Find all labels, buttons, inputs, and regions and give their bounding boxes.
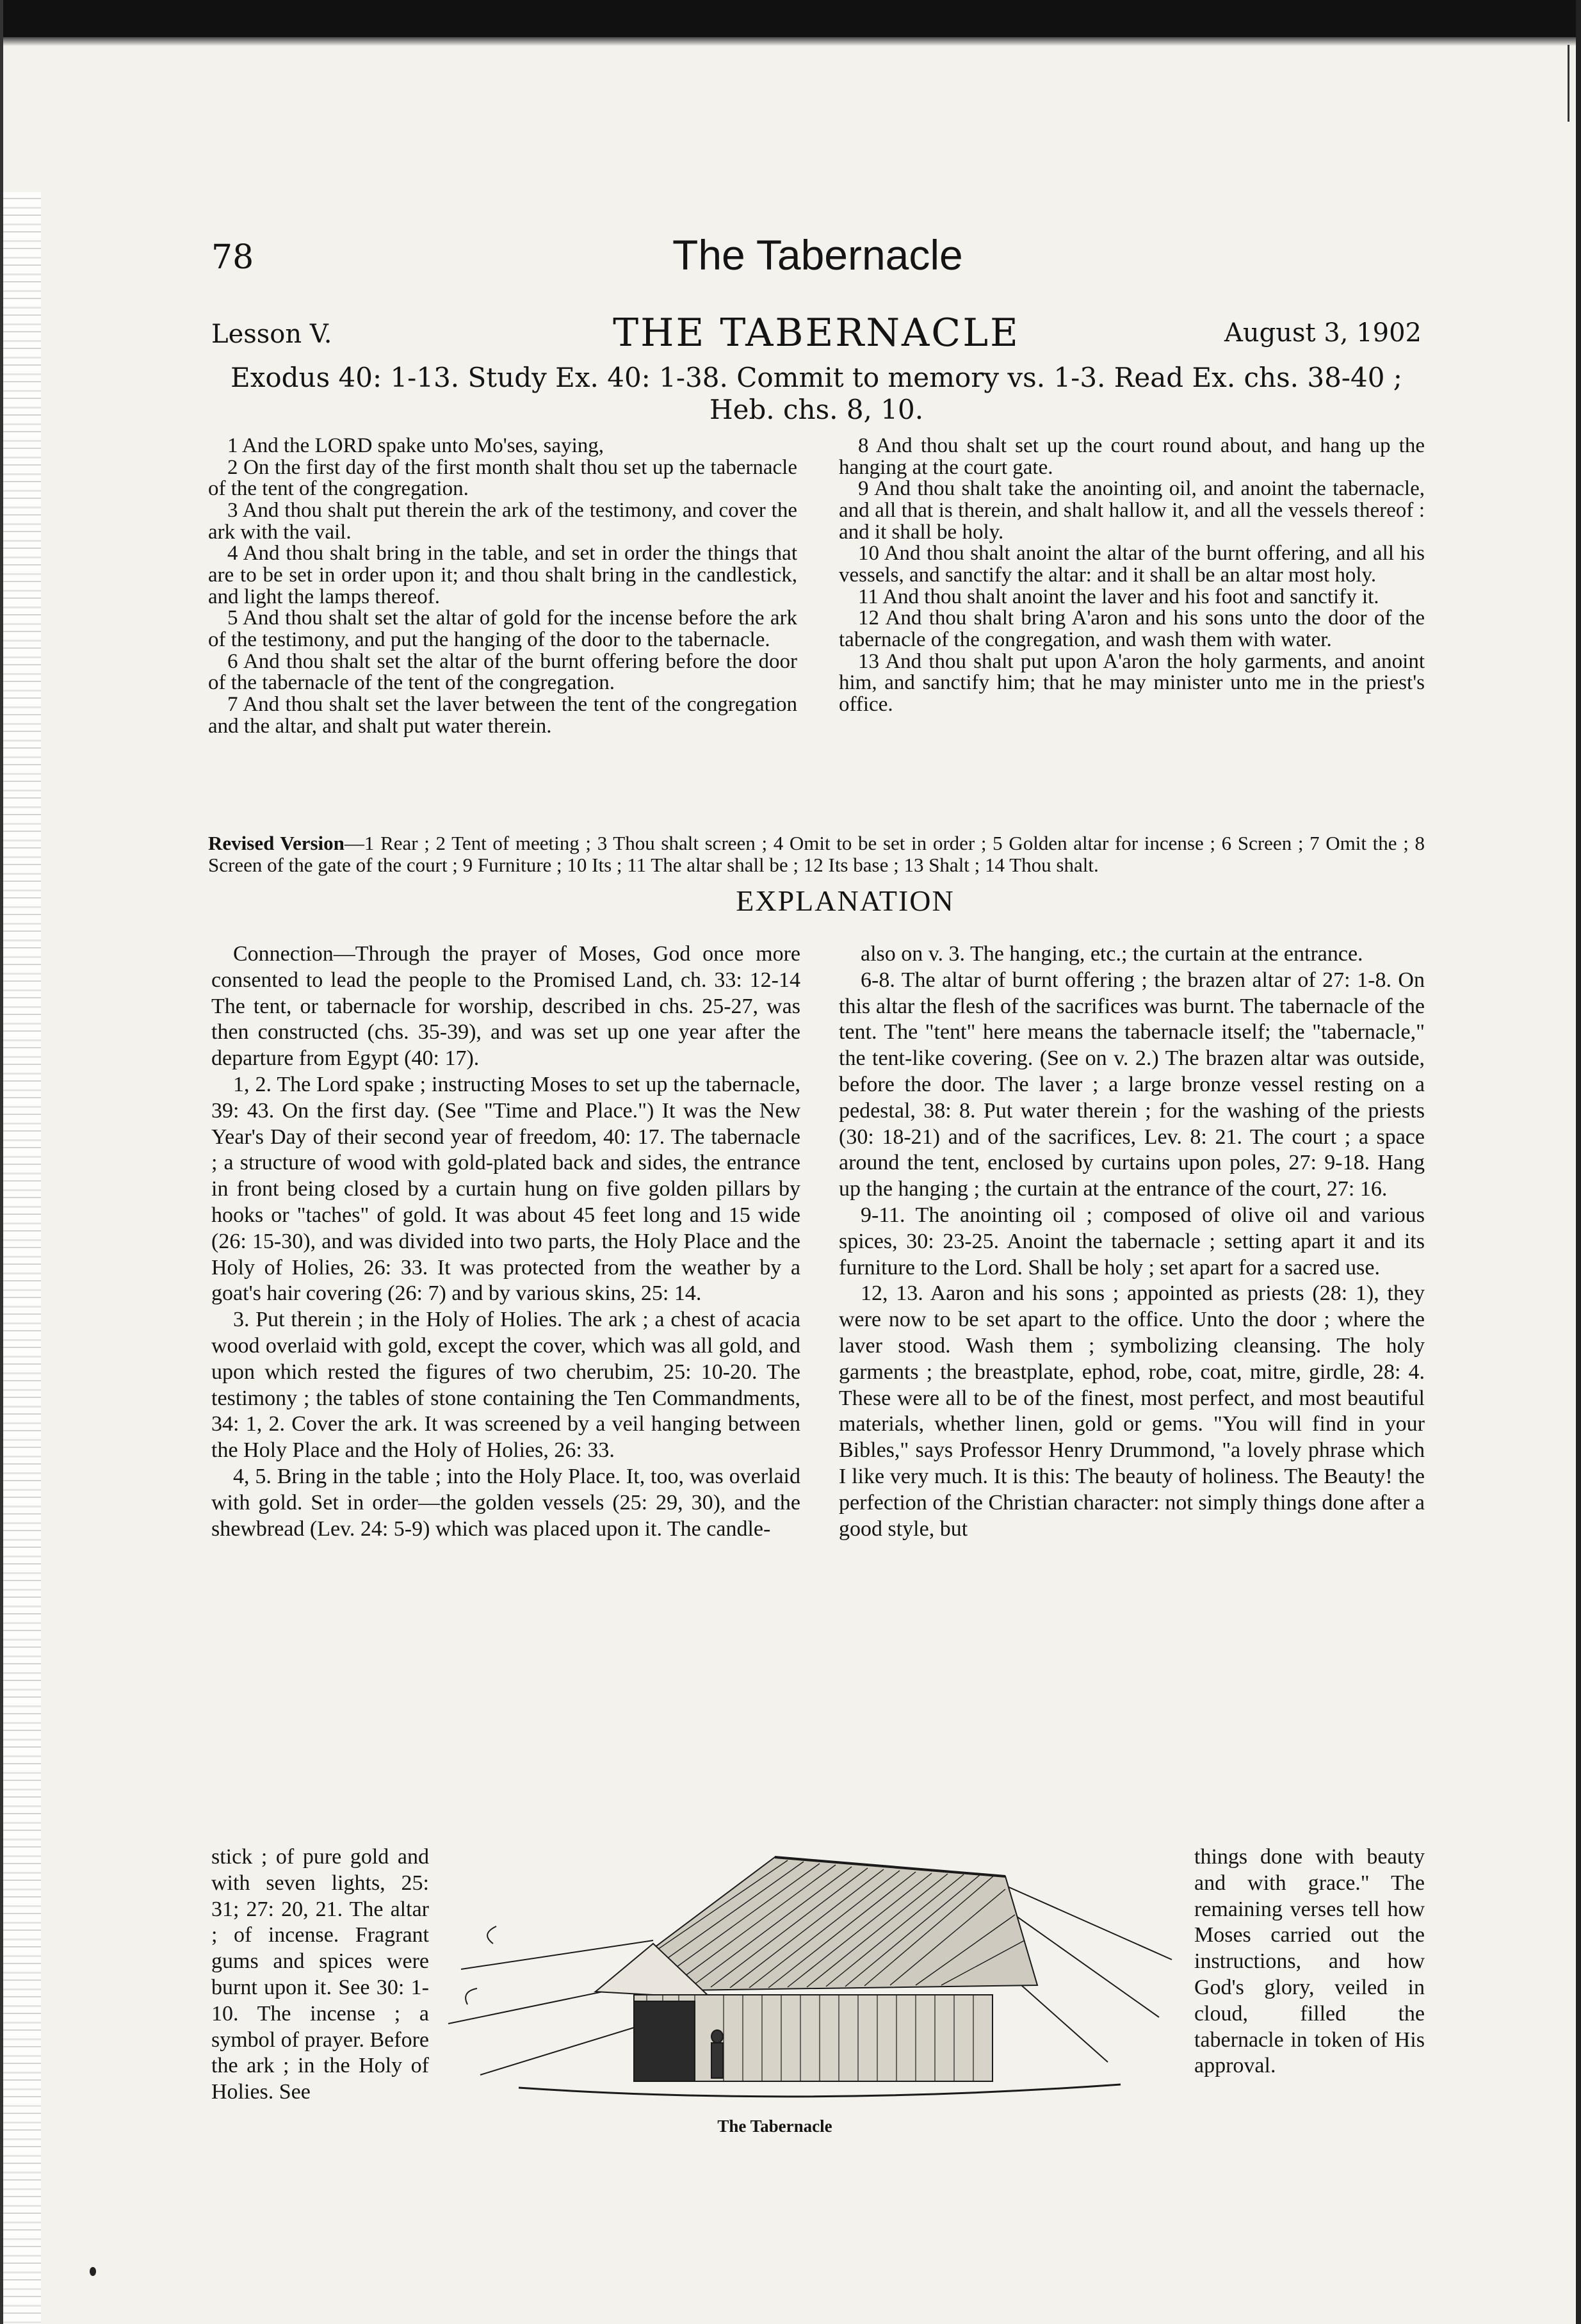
tabernacle-engraving-icon — [442, 1832, 1178, 2113]
figure-caption: The Tabernacle — [717, 2117, 832, 2136]
verses-right-column — [839, 435, 1425, 716]
scan-speck — [90, 2267, 96, 2276]
running-title: The Tabernacle — [672, 231, 963, 279]
lesson-number: Lesson V. — [211, 320, 332, 349]
running-header — [211, 231, 1428, 288]
verse: 8 And thou shalt set up the court round about, and hang up the hanging at the court gate. — [839, 434, 1425, 479]
explanation-paragraph: also on v. 3. The hanging, etc.; the curtain at the entrance. — [861, 942, 1363, 966]
explanation-right-column — [839, 941, 1425, 1542]
verse: 6 And thou shalt set the altar of the burnt offering before the door of the tabernacle of the tent of the congregation. — [208, 649, 797, 695]
scan-border-right — [1576, 0, 1581, 2324]
scan-artifact — [1568, 45, 1569, 122]
revised-version-text: —1 Rear ; 2 Tent of meeting ; 3 Thou shalt screen ; 4 Omit to be set in order ; 5 Golden altar for incense ; 6 Screen ; 7 Omit the ; 8 Screen of the gate of the court ; 9 Furniture ; 10 Its ; 11 The altar shall be ; 12 Its base ; 13 Shalt ; 14 Thou shalt. — [208, 832, 1425, 877]
text-beside-figure-right: things done with beauty and with grace." The remaining verses tell how Moses carried out the instructions, and how God's glory, veiled in cloud, filled the tabernacle in token of His approval. — [1194, 1845, 1425, 2078]
text-beside-figure-left: stick ; of pure gold and with seven lights, 25: 31; 27: 20, 21. The altar ; of incense. Fragrant gums and spices were burnt upon it. See 30: 1-10. The incense ; a symbol of prayer. Before the ark ; in the Holy of Holies. See — [211, 1845, 429, 2104]
verse: 7 And thou shalt set the laver between the tent of the congregation and the altar, and shalt put water therein. — [208, 692, 797, 738]
explanation-paragraph: 3. Put therein ; in the Holy of Holies. The ark ; a chest of acacia wood overlaid with gold, except the cover, which was all gold, and upon which rested the figures of two cherubim, 25: 10-20. The testimony ; the tables of stone containing the Ten Commandments, 34: 1, 2. Cover the ark. It was screened by a veil hanging between the Holy Place and the Holy of Holies, 26: 33. — [211, 1308, 800, 1463]
scan-shadow — [0, 37, 1581, 46]
verse: 5 And thou shalt set the altar of gold for the incense before the ark of the testimony, and put the hanging of the door to the tabernacle. — [208, 606, 797, 651]
verse: 9 And thou shalt take the anointing oil, and anoint the tabernacle, and all that is therein, and shalt hallow it, and all the vessels thereof : and it shall be holy. — [839, 477, 1425, 544]
scan-binding-edge — [0, 192, 41, 2324]
verse: 4 And thou shalt bring in the table, and set in order the things that are to be set in order upon it; and thou shalt bring in the candlestick, and light the lamps thereof. — [208, 542, 797, 608]
scripture-references: Exodus 40: 1-13. Study Ex. 40: 1-38. Commit to memory vs. 1-3. Read Ex. chs. 38-40 ; Heb. chs. 8, 10. — [231, 362, 1402, 426]
lesson-date: August 3, 1902 — [1224, 318, 1422, 348]
explanation-paragraph: 1, 2. The Lord spake ; instructing Moses to set up the tabernacle, 39: 43. On the first day. (See "Time and Place.") It was the New Year's Day of their second year of freedom, 40: 17. The tabernacle ; a structure of wood with gold-plated back and sides, the entrance in front being closed by a curtain hung on five golden pillars by hooks or "taches" of gold. It was about 45 feet long and 15 wide (26: 15-30), and was divided into two parts, the Holy Place and the Holy of Holies, 26: 33. It was protected from the weather by a goat's hair covering (26: 7) and by various skins, 25: 14. — [211, 1072, 800, 1306]
verse: 3 And thou shalt put therein the ark of the testimony, and cover the ark with the vail. — [208, 498, 797, 544]
verse: 1 And the LORD spake unto Mo'ses, saying, — [227, 434, 604, 457]
revised-version-label: Revised Version — [208, 832, 345, 854]
verse: 2 On the first day of the first month shalt thou set up the tabernacle of the tent of the congregation. — [208, 455, 797, 501]
explanation-paragraph: 12, 13. Aaron and his sons ; appointed as priests (28: 1), they were now to be set apart to the office. Unto the door ; where the laver stood. Wash them ; symbolizing cleansing. The holy garments ; the breastplate, ephod, robe, coat, mitre, girdle, 28: 4. These were all to be of the finest, most perfect, and most beautiful materials, whether linen, gold or gems. "You will find in your Bibles," says Professor Henry Drummond, "a lovely phrase which I like very much. It is this: The beauty of holiness. The Beauty! the perfection of the Christian character: not simply things done after a good style, but — [839, 1281, 1425, 1541]
explanation-paragraph: 9-11. The anointing oil ; composed of olive oil and various spices, 30: 23-25. Anoint the tabernacle ; setting apart it and its furniture to the Lord. Shall be holy ; set apart for a sacred use. — [839, 1203, 1425, 1280]
verse: 11 And thou shalt anoint the laver and his foot and sanctify it. — [858, 585, 1379, 608]
verse: 13 And thou shalt put upon A'aron the holy garments, and anoint him, and sanctify him; that he may minister unto me in the priest's office. — [839, 649, 1425, 716]
explanation-paragraph: Connection—Through the prayer of Moses, God once more consented to lead the people to the Promised Land, ch. 33: 12-14 The tent, or tabernacle for worship, described in chs. 25-27, was then constructed (chs. 35-39), and was set up one year after the departure from Egypt (40: 17). — [211, 942, 800, 1071]
verses-left-column — [208, 435, 797, 737]
scan-border-left — [0, 0, 3, 2324]
page-number: 78 — [211, 238, 254, 277]
explanation-heading: EXPLANATION — [736, 884, 955, 917]
explanation-left-column — [211, 941, 800, 1542]
revised-version-notes — [208, 833, 1425, 876]
lesson-title: THE TABERNACLE — [613, 311, 1020, 355]
scan-border-top — [0, 0, 1581, 37]
explanation-paragraph: 4, 5. Bring in the table ; into the Holy Place. It, too, was overlaid with gold. Set in order—the golden vessels (25: 29, 30), and the shewbread (Lev. 24: 5-9) which was placed upon it. The candle- — [211, 1464, 800, 1541]
verse: 10 And thou shalt anoint the altar of the burnt offering, and all his vessels, and sanctify the altar: and it shall be an altar most holy. — [839, 542, 1425, 587]
explanation-paragraph: 6-8. The altar of burnt offering ; the brazen altar of 27: 1-8. On this altar the flesh of the sacrifices was burnt. The tabernacle of the tent. The "tent" here means the tabernacle itself; the "tabernacle," the tent-like covering. (See on v. 2.) The brazen altar was outside, before the door. The laver ; a large bronze vessel resting on a pedestal, 38: 8. Put water therein ; for the washing of the priests (30: 18-21) and of the sacrifices, Lev. 8: 21. The court ; a space around the tent, enclosed by curtains upon poles, 27: 9-18. Hang up the hanging ; the curtain at the entrance of the court, 27: 16. — [839, 968, 1425, 1201]
verse: 12 And thou shalt bring A'aron and his sons unto the door of the tabernacle of the congregation, and wash them with water. — [839, 606, 1425, 651]
lesson-heading — [211, 311, 1422, 357]
